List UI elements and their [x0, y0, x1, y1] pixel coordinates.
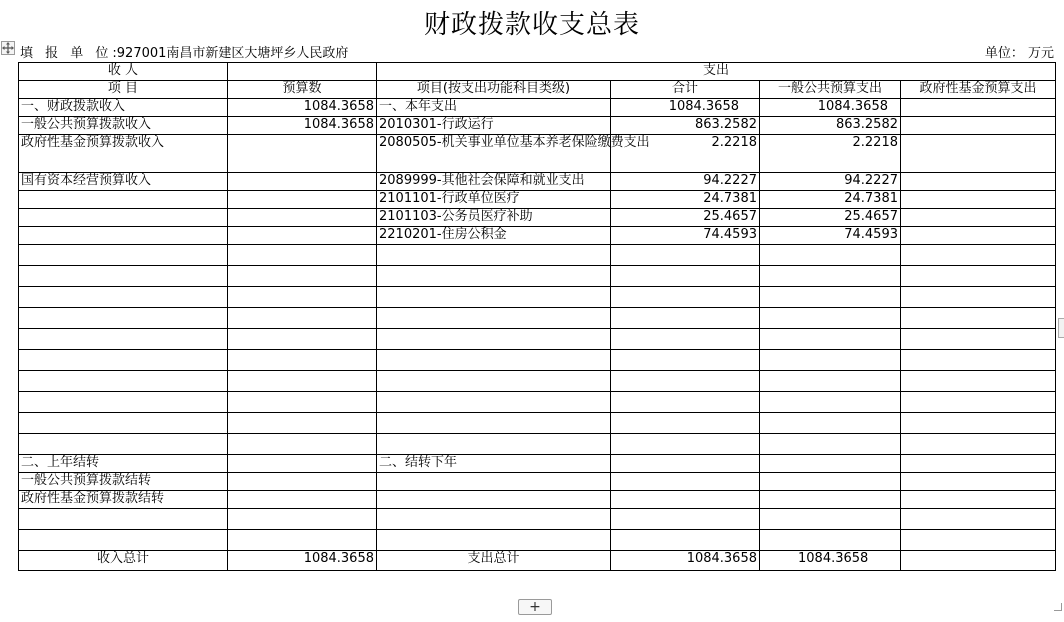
empty-cell[interactable]: [611, 350, 760, 371]
income-header: 收 人: [19, 63, 228, 81]
empty-cell[interactable]: [760, 329, 901, 350]
empty-cell[interactable]: [611, 509, 760, 530]
empty-cell[interactable]: [611, 530, 760, 551]
empty-cell[interactable]: [377, 245, 611, 266]
add-row-button[interactable]: +: [518, 599, 552, 615]
table-move-handle-icon[interactable]: [1, 41, 15, 55]
empty-cell[interactable]: [377, 530, 611, 551]
empty-cell[interactable]: [19, 413, 228, 434]
expense-general-cell[interactable]: 2.2218: [760, 135, 901, 173]
income-item-cell[interactable]: 政府性基金预算拨款收入: [19, 135, 228, 173]
empty-cell[interactable]: [19, 434, 228, 455]
empty-cell[interactable]: [901, 287, 1056, 308]
income-amount-cell[interactable]: [228, 135, 377, 173]
expense-general-cell[interactable]: 863.2582: [760, 117, 901, 135]
expense-general-cell[interactable]: 24.7381: [760, 191, 901, 209]
empty-cell[interactable]: [901, 473, 1056, 491]
currency-unit: 单位： 万元: [984, 46, 1054, 61]
empty-cell[interactable]: [901, 413, 1056, 434]
empty-cell[interactable]: [377, 392, 611, 413]
expense-total-cell[interactable]: 863.2582: [611, 117, 760, 135]
empty-cell[interactable]: [19, 308, 228, 329]
empty-cell[interactable]: [228, 509, 377, 530]
empty-cell[interactable]: [760, 509, 901, 530]
fund-budget-header: 政府性基金预算支出: [901, 81, 1056, 99]
empty-row: [19, 329, 1056, 350]
income-item-cell[interactable]: [19, 227, 228, 245]
expense-total-cell[interactable]: 2.2218: [611, 135, 760, 173]
empty-cell[interactable]: [228, 329, 377, 350]
empty-cell[interactable]: [901, 308, 1056, 329]
empty-cell[interactable]: [901, 491, 1056, 509]
column-resize-handle[interactable]: [1058, 318, 1064, 338]
empty-cell[interactable]: [611, 473, 760, 491]
empty-cell[interactable]: [611, 434, 760, 455]
empty-cell[interactable]: [611, 308, 760, 329]
empty-cell[interactable]: [760, 413, 901, 434]
table-row: [19, 455, 1056, 473]
expense-header: 支出: [377, 63, 1056, 81]
income-amount-cell[interactable]: [228, 191, 377, 209]
empty-cell[interactable]: [760, 350, 901, 371]
empty-cell[interactable]: [228, 491, 377, 509]
empty-cell[interactable]: [228, 473, 377, 491]
table-row: [19, 491, 1056, 509]
empty-cell[interactable]: [901, 245, 1056, 266]
empty-row: [19, 530, 1056, 551]
empty-cell[interactable]: [901, 350, 1056, 371]
table-row: [19, 99, 1056, 117]
income-amount-cell[interactable]: [228, 227, 377, 245]
empty-cell[interactable]: [611, 491, 760, 509]
empty-row: [19, 308, 1056, 329]
expense-fund-cell[interactable]: [901, 209, 1056, 227]
expense-general-cell[interactable]: 25.4657: [760, 209, 901, 227]
empty-cell[interactable]: [228, 434, 377, 455]
empty-cell[interactable]: [760, 392, 901, 413]
empty-cell[interactable]: [377, 371, 611, 392]
expense-fund-cell[interactable]: [901, 227, 1056, 245]
empty-cell[interactable]: [901, 551, 1056, 571]
empty-cell[interactable]: [228, 287, 377, 308]
table-row: [19, 191, 1056, 209]
empty-cell[interactable]: [228, 530, 377, 551]
expense-general-cell[interactable]: 74.4593: [760, 227, 901, 245]
totals-row: [19, 551, 1056, 571]
income-amount-cell[interactable]: 1084.3658: [228, 117, 377, 135]
empty-cell[interactable]: [228, 245, 377, 266]
empty-cell[interactable]: [228, 413, 377, 434]
header-row-2: [19, 81, 1056, 99]
empty-cell[interactable]: [760, 530, 901, 551]
expense-item-cell[interactable]: 2089999-其他社会保障和就业支出: [377, 173, 611, 191]
empty-cell[interactable]: [760, 371, 901, 392]
empty-cell[interactable]: [377, 350, 611, 371]
income-item-cell[interactable]: 国有资本经营预算收入: [19, 173, 228, 191]
table-resize-handle[interactable]: [1054, 603, 1062, 611]
expense-general-total[interactable]: 1084.3658: [760, 551, 901, 571]
empty-cell[interactable]: [19, 245, 228, 266]
empty-cell[interactable]: [611, 371, 760, 392]
empty-row: [19, 392, 1056, 413]
expense-general-cell[interactable]: 1084.3658: [760, 99, 901, 117]
income-total-label[interactable]: 收入总计: [19, 551, 228, 571]
reporting-unit: [20, 42, 348, 61]
empty-cell[interactable]: [377, 287, 611, 308]
empty-row: [19, 509, 1056, 530]
empty-cell[interactable]: [19, 530, 228, 551]
empty-row: [19, 350, 1056, 371]
empty-cell[interactable]: [19, 329, 228, 350]
empty-cell[interactable]: [611, 329, 760, 350]
income-item-cell[interactable]: 一、财政拨款收入: [19, 99, 228, 117]
next-year-carry-label[interactable]: 二、结转下年: [377, 455, 611, 473]
expense-item-cell[interactable]: 2101101-行政单位医疗: [377, 191, 611, 209]
reporting-unit-label: 填 报 单 位: [20, 46, 113, 61]
empty-row: [19, 266, 1056, 287]
empty-cell[interactable]: [901, 530, 1056, 551]
expense-fund-cell[interactable]: [901, 191, 1056, 209]
general-carry-label[interactable]: 一般公共预算拨款结转: [19, 473, 228, 491]
income-item-cell[interactable]: 一般公共预算拨款收入: [19, 117, 228, 135]
expense-item-cell[interactable]: 2101103-公务员医疗补助: [377, 209, 611, 227]
income-amount-cell[interactable]: 1084.3658: [228, 99, 377, 117]
general-budget-header: 一般公共预算支出: [760, 81, 901, 99]
empty-cell[interactable]: [19, 350, 228, 371]
empty-cell[interactable]: [19, 371, 228, 392]
empty-cell[interactable]: [377, 509, 611, 530]
expense-item-header: 项目(按支出功能科目类级): [377, 81, 611, 99]
header-row-1: [19, 63, 1056, 81]
table-row: [19, 117, 1056, 135]
empty-cell[interactable]: [228, 308, 377, 329]
empty-cell[interactable]: [760, 308, 901, 329]
expense-fund-cell[interactable]: [901, 135, 1056, 173]
expense-total-cell[interactable]: 94.2227: [611, 173, 760, 191]
empty-cell[interactable]: [377, 491, 611, 509]
empty-cell[interactable]: [901, 434, 1056, 455]
expense-total-cell[interactable]: 74.4593: [611, 227, 760, 245]
reporting-unit-value: :927001南昌市新建区大塘坪乡人民政府: [112, 46, 349, 61]
expense-total-cell[interactable]: 25.4657: [611, 209, 760, 227]
empty-row: [19, 245, 1056, 266]
empty-cell[interactable]: [901, 392, 1056, 413]
empty-cell[interactable]: [760, 491, 901, 509]
expense-item-cell[interactable]: 2080505-机关事业单位基本养老保险缴费支出: [377, 135, 611, 173]
budget-header: 预算数: [228, 81, 377, 99]
empty-cell[interactable]: [19, 392, 228, 413]
empty-row: [19, 371, 1056, 392]
item-header: 项 目: [19, 81, 228, 99]
empty-cell[interactable]: [760, 245, 901, 266]
empty-cell[interactable]: [228, 392, 377, 413]
table-row: [19, 135, 1056, 173]
expense-fund-cell[interactable]: [901, 173, 1056, 191]
expense-fund-cell[interactable]: [901, 117, 1056, 135]
empty-cell[interactable]: [760, 434, 901, 455]
income-amount-cell[interactable]: [228, 173, 377, 191]
empty-cell[interactable]: [19, 287, 228, 308]
prev-year-carry-label[interactable]: 二、上年结转: [19, 455, 228, 473]
empty-cell[interactable]: [377, 266, 611, 287]
empty-cell[interactable]: [377, 329, 611, 350]
empty-cell[interactable]: [901, 509, 1056, 530]
expense-total-cell[interactable]: 1084.3658: [611, 99, 760, 117]
empty-cell[interactable]: [760, 266, 901, 287]
table-row: [19, 227, 1056, 245]
table-row: [19, 473, 1056, 491]
budget-summary-table: [18, 62, 1056, 571]
total-header: 合计: [611, 81, 760, 99]
empty-cell[interactable]: [228, 350, 377, 371]
report-title: 财政拨款收支总表: [423, 10, 640, 40]
empty-cell[interactable]: [611, 287, 760, 308]
expense-general-cell[interactable]: 94.2227: [760, 173, 901, 191]
empty-cell[interactable]: [901, 266, 1056, 287]
fund-carry-label[interactable]: 政府性基金预算拨款结转: [19, 491, 228, 509]
empty-cell[interactable]: [228, 266, 377, 287]
income-item-cell[interactable]: [19, 191, 228, 209]
expense-total-label[interactable]: 支出总计: [377, 551, 611, 571]
table-row: [19, 173, 1056, 191]
expense-total-cell[interactable]: 24.7381: [611, 191, 760, 209]
empty-cell[interactable]: [228, 455, 377, 473]
empty-cell[interactable]: [611, 455, 760, 473]
expense-total-amount[interactable]: 1084.3658: [611, 551, 760, 571]
empty-cell[interactable]: [377, 473, 611, 491]
expense-item-cell[interactable]: 2010301-行政运行: [377, 117, 611, 135]
empty-cell[interactable]: [760, 287, 901, 308]
empty-cell[interactable]: [377, 413, 611, 434]
expense-fund-cell[interactable]: [901, 99, 1056, 117]
empty-cell[interactable]: [760, 473, 901, 491]
empty-cell[interactable]: [901, 371, 1056, 392]
empty-cell[interactable]: [611, 245, 760, 266]
empty-cell[interactable]: [611, 266, 760, 287]
empty-cell[interactable]: [901, 455, 1056, 473]
income-total-amount[interactable]: 1084.3658: [228, 551, 377, 571]
empty-cell[interactable]: [377, 434, 611, 455]
empty-cell[interactable]: [228, 371, 377, 392]
empty-cell[interactable]: [611, 413, 760, 434]
empty-row: [19, 434, 1056, 455]
empty-cell[interactable]: [901, 329, 1056, 350]
income-amount-cell[interactable]: [228, 209, 377, 227]
expense-item-cell[interactable]: 2210201-住房公积金: [377, 227, 611, 245]
header-blank-cell: [228, 63, 377, 81]
empty-cell[interactable]: [19, 509, 228, 530]
empty-cell[interactable]: [760, 455, 901, 473]
empty-row: [19, 287, 1056, 308]
expense-item-cell[interactable]: 一、本年支出: [377, 99, 611, 117]
income-item-cell[interactable]: [19, 209, 228, 227]
table-row: [19, 209, 1056, 227]
empty-row: [19, 413, 1056, 434]
empty-cell[interactable]: [377, 308, 611, 329]
empty-cell[interactable]: [19, 266, 228, 287]
empty-cell[interactable]: [611, 392, 760, 413]
